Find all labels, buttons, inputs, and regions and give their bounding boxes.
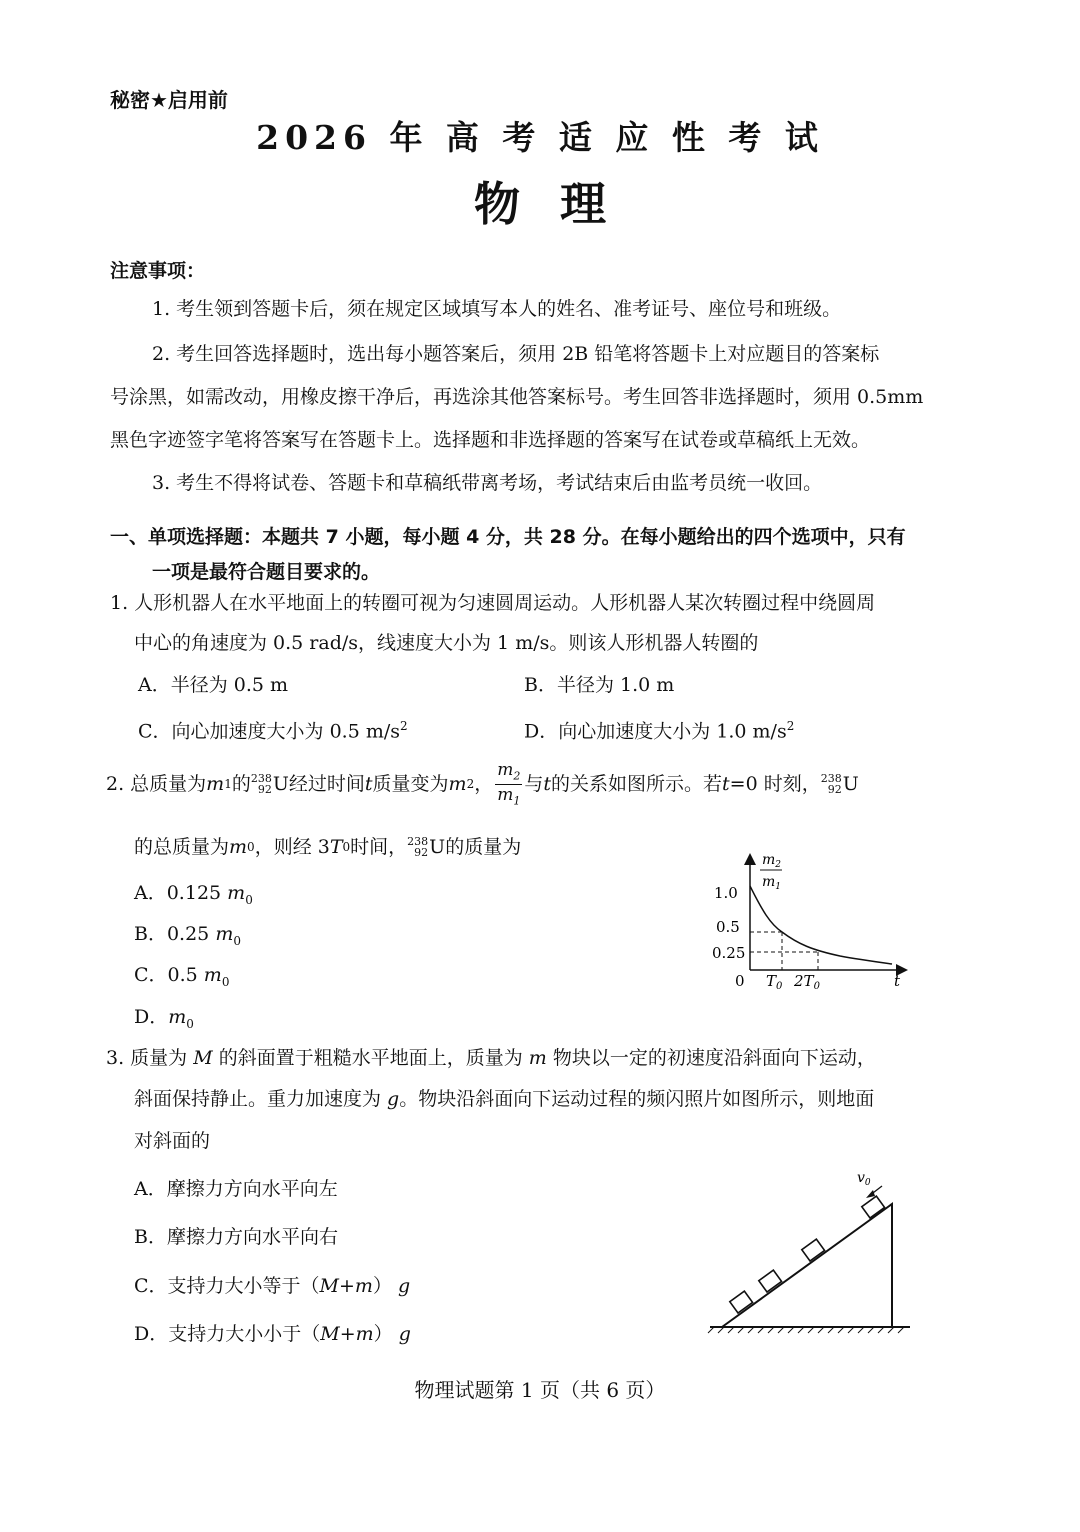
- q3-line1: 3. 质量为 M 的斜面置于粗糙水平地面上，质量为 m 物块以一定的初速度沿斜面向下运动，: [106, 1047, 876, 1069]
- tick-0-25: 0.25: [712, 944, 746, 962]
- isotope-mass-number: 238 92: [250, 772, 272, 796]
- exam-title: 2026 年 高 考 适 应 性 考 试: [256, 118, 824, 157]
- q1-line2: 中心的角速度为 0.5 rad/s，线速度大小为 1 m/s。则该人形机器人转圈的: [134, 632, 759, 654]
- q1-option-b: B．半径为 1.0 m: [524, 674, 675, 696]
- q3-line2: 斜面保持静止。重力加速度为 g。物块沿斜面向下运动过程的频闪照片如图所示，则地面: [134, 1088, 875, 1110]
- y-label-den: $m_1$: [762, 874, 782, 892]
- q2-option-d: D．$m_0$: [134, 1006, 194, 1031]
- note-item-3: 3. 考生不得将试卷、答题卡和草稿纸带离考场，考试结束后由监考员统一收回。: [152, 472, 823, 494]
- notes-heading: 注意事项：: [110, 260, 206, 282]
- q2-line1: 2. 总质量为 m 1 的 238 92 U 经过时间 t 质量变为 m 2 ， $\frac{m_2}{m_1}$ 与 t 的关系如图所示。若 t =0 时刻， 238 92 U: [106, 760, 859, 807]
- incline-figure: [700, 1160, 920, 1340]
- q3-option-c: C．支持力大小等于（M+m） g: [134, 1275, 411, 1297]
- x-label: t: [894, 972, 901, 990]
- block-2: [802, 1239, 825, 1261]
- incline: [722, 1204, 892, 1327]
- q2-line2: 的总质量为 m 0 ，则经 3 T 0 时间， 238 92 U 的质量为: [134, 835, 522, 859]
- q3-option-a: A．摩擦力方向水平向左: [134, 1178, 338, 1200]
- block-1: [862, 1196, 885, 1218]
- q1-option-a: A．半径为 0.5 m: [138, 674, 289, 696]
- q2-option-b: B．0.25 $m_0$: [134, 923, 241, 948]
- note-item-2-line2: 号涂黑，如需改动，用橡皮擦干净后，再选涂其他答案标号。考生回答非选择题时，须用 0.5mm: [110, 386, 924, 408]
- tick-2T0: $2T_0$: [794, 972, 820, 992]
- decay-graph: [700, 848, 920, 998]
- y-label-num: $m_2$: [762, 852, 782, 870]
- note-item-2-line1: 2. 考生回答选择题时，选出每小题答案后，须用 2B 铅笔将答题卡上对应题目的答案标: [152, 343, 880, 365]
- tick-0-5: 0.5: [716, 918, 740, 936]
- note-item-2-line3: 黑色字迹签字笔将答案写在答题卡上。选择题和非选择题的答案写在试卷或草稿纸上无效。: [110, 429, 871, 451]
- q1-option-d: D．向心加速度大小为 1.0 $m/s^2$: [524, 719, 795, 743]
- block-4: [730, 1291, 753, 1313]
- q3-line3: 对斜面的: [134, 1130, 211, 1152]
- mass-ratio-fraction: $\frac{m_2}{m_1}$: [497, 760, 521, 807]
- note-item-1: 1. 考生领到答题卡后，须在规定区域填写本人的姓名、准考证号、座位号和班级。: [152, 298, 842, 320]
- subject-title: 物理: [474, 177, 646, 231]
- secret-mark: 秘密★启用前: [110, 88, 228, 112]
- v0-label: $v_0$: [857, 1170, 871, 1188]
- tick-T0: $T_0$: [766, 972, 783, 992]
- tick-1-0: 1.0: [714, 884, 738, 902]
- q2-option-c: C．0.5 $m_0$: [134, 964, 230, 989]
- q2-option-a: A．0.125 $m_0$: [134, 882, 253, 907]
- q1-option-c: C．向心加速度大小为 0.5 $m/s^2$: [138, 719, 408, 743]
- block-3: [759, 1270, 782, 1292]
- section1-line2: 一项是最符合题目要求的。: [152, 561, 381, 583]
- q3-option-d: D．支持力大小小于（M+m） g: [134, 1323, 411, 1345]
- tick-origin: 0: [735, 972, 745, 990]
- page-footer: 物理试题第 1 页（共 6 页）: [414, 1378, 666, 1402]
- q3-option-b: B．摩擦力方向水平向右: [134, 1226, 338, 1248]
- section1-line1: 一、单项选择题：本题共 7 小题，每小题 4 分，共 28 分。在每小题给出的四个选项中，只有: [110, 526, 906, 548]
- q1-line1: 1. 人形机器人在水平地面上的转圈可视为匀速圆周运动。人形机器人某次转圈过程中绕圆周: [110, 592, 876, 614]
- flash-blocks: [730, 1196, 885, 1313]
